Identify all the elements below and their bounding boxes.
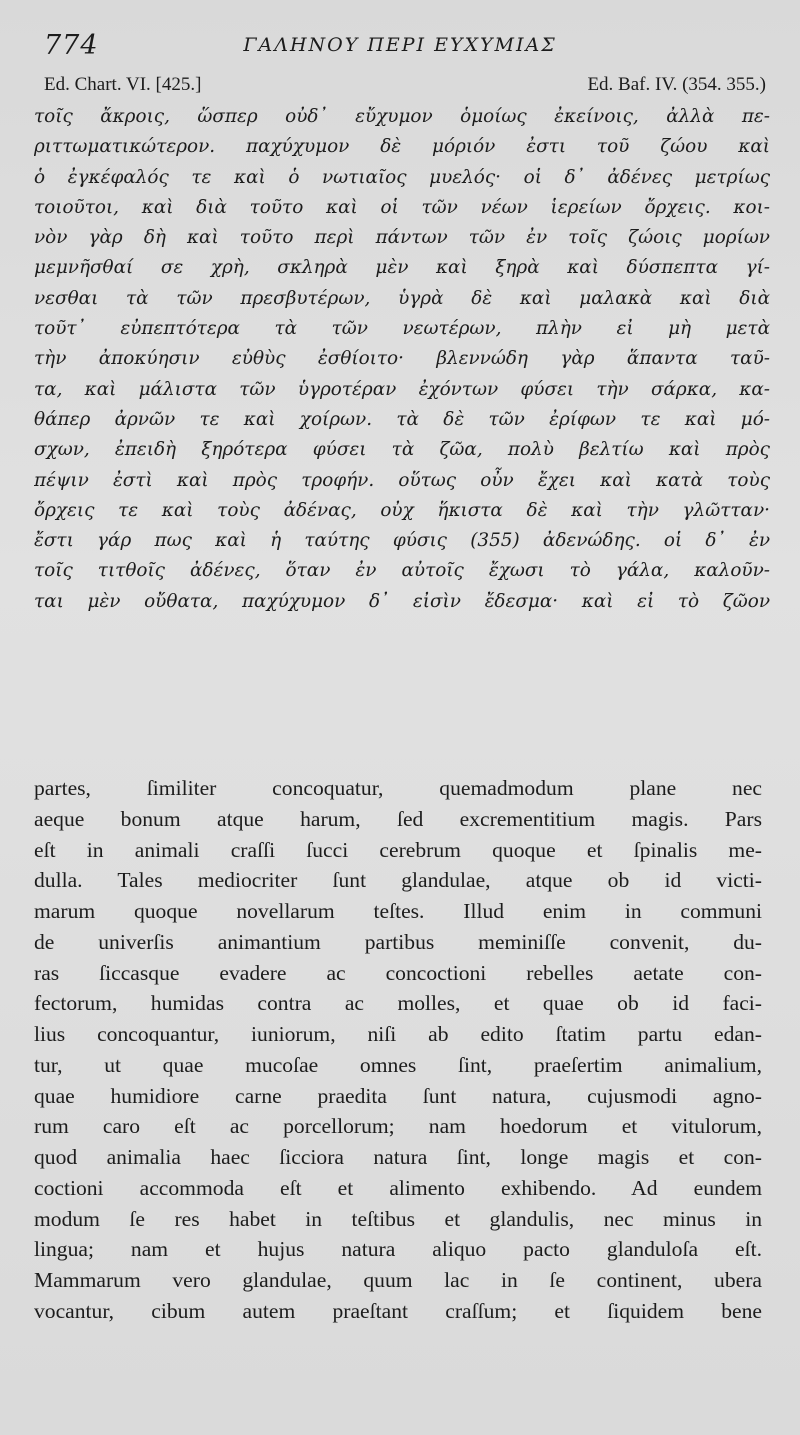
latin-text-line: vocantur, cibum autem praeſtant craſſum; et ſiquidem bene xyxy=(34,1298,762,1323)
greek-text-line: σχων, ἐπειδὴ ξηρότερα φύσει τὰ ζῶα, πολὺ βελτίω καὶ πρὸς xyxy=(34,439,770,461)
greek-text-line: θάπερ ἀρνῶν τε καὶ χοίρων. τὰ δὲ τῶν ἐρίφων τε καὶ μό- xyxy=(34,408,770,430)
greek-text-line: ἔστι γάρ πως καὶ ἡ ταύτης φύσις (355) ἀδενώδης. οἱ δ᾽ ἐν xyxy=(34,530,770,552)
latin-text-line: partes, ſimiliter concoquatur, quemadmodum plane nec xyxy=(34,776,762,800)
greek-text-line: τὴν ἀποκύησιν εὐθὺς ἐσθίοιτο· βλεννώδη γὰρ ἅπαντα ταῦ- xyxy=(34,348,770,370)
latin-text-line: de univerſis animantium partibus meminiſſe convenit, du- xyxy=(34,929,762,954)
latin-text-line: dulla. Tales mediocriter ſunt glandulae, atque ob id victi- xyxy=(34,868,762,893)
show-through-text xyxy=(60,706,760,728)
edition-chartier-ref: Ed. Chart. VI. [425.] xyxy=(44,74,202,95)
greek-text-line: μεμνῆσθαί σε χρὴ, σκληρὰ μὲν καὶ ξηρὰ καὶ δύσπεπτα γί- xyxy=(34,257,770,279)
latin-text-block xyxy=(34,773,762,1327)
latin-text-line: Mammarum vero glandulae, quum lac in ſe continent, ubera xyxy=(34,1268,762,1292)
latin-text-line: quae humidiore carne praedita ſunt natura, cujusmodi agno- xyxy=(34,1083,762,1108)
greek-text-line: τοιοῦτοι, καὶ διὰ τοῦτο καὶ οἱ τῶν νέων ἱερείων ὄρχεις. κοι- xyxy=(34,196,770,218)
edition-basel-ref: Ed. Baf. IV. (354. 355.) xyxy=(587,74,766,95)
latin-text-line: marum quoque novellarum teſtes. Illud enim in communi xyxy=(34,899,762,923)
greek-text-line: ριττωματικώτερον. παχύχυμον δὲ μόριόν ἐστι τοῦ ζώου καὶ xyxy=(34,136,770,158)
running-title: ΓΑΛΗΝΟΥ ΠΕΡΙ ΕΥΧΥΜΙΑΣ xyxy=(243,34,557,56)
latin-text-line: aeque bonum atque harum, ſed excrementitium magis. Pars xyxy=(34,806,762,831)
latin-text-line: lius concoquantur, iuniorum, niſi ab edito ſtatim partu edan- xyxy=(34,1022,762,1046)
page-header xyxy=(30,30,770,70)
greek-text-line: τα, καὶ μάλιστα τῶν ὑγροτέραν ἐχόντων φύσει τὴν σάρκα, κα- xyxy=(34,378,770,400)
greek-text-line: τοῦτ᾽ εὐπεπτότερα τὰ τῶν νεωτέρων, πλὴν εἰ μὴ μετὰ xyxy=(34,318,770,340)
latin-text-line: eſt in animali craſſi ſucci cerebrum quoque et ſpinalis me- xyxy=(34,837,762,862)
page-number: 774 xyxy=(44,30,99,61)
latin-text-line: lingua; nam et hujus natura aliquo pacto glanduloſa eſt. xyxy=(34,1237,762,1262)
greek-text-line: ὁ ἐγκέφαλός τε καὶ ὁ νωτιαῖος μυελός· οἱ δ᾽ ἀδένες μετρίως xyxy=(34,166,770,188)
greek-text-line: πέψιν ἐστὶ καὶ πρὸς τροφήν. οὕτως οὖν ἔχει καὶ κατὰ τοὺς xyxy=(34,469,770,491)
edition-references xyxy=(44,74,766,102)
greek-text-line: τοῖς τιτθοῖς ἀδένες, ὅταν ἐν αὐτοῖς ἔχωσι τὸ γάλα, καλοῦν- xyxy=(34,560,770,582)
latin-text-line: quod animalia haec ſicciora natura ſint, longe magis et con- xyxy=(34,1145,762,1169)
latin-text-line: ras ſiccasque evadere ac concoctioni rebelles aetate con- xyxy=(34,960,762,985)
greek-text-line: νὸν γὰρ δὴ καὶ τοῦτο περὶ πάντων τῶν ἐν τοῖς ζώοις μορίων xyxy=(34,227,770,249)
latin-text-line: coctioni accommoda eſt et alimento exhibendo. Ad eundem xyxy=(34,1175,762,1200)
greek-text-line: ὄρχεις τε καὶ τοὺς ἀδένας, οὐχ ἥκιστα δὲ καὶ τὴν γλῶτταν· xyxy=(34,499,770,521)
greek-text-line: νεσθαι τὰ τῶν πρεσβυτέρων, ὑγρὰ δὲ καὶ μαλακὰ καὶ διὰ xyxy=(34,287,770,309)
greek-text-block xyxy=(34,102,770,617)
latin-text-line: tur, ut quae mucoſae omnes ſint, praeſertim animalium, xyxy=(34,1052,762,1077)
greek-text-line: ται μὲν οὔθατα, παχύχυμον δ᾽ εἰσὶν ἔδεσμα· καὶ εἰ τὸ ζῶον xyxy=(34,590,770,612)
greek-text-line: τοῖς ἄκροις, ὥσπερ οὐδ᾽ εὔχυμον ὁμοίως ἐκείνοις, ἀλλὰ πε- xyxy=(34,106,770,127)
latin-text-line: fectorum, humidas contra ac molles, et quae ob id faci- xyxy=(34,991,762,1016)
latin-text-line: modum ſe res habet in teſtibus et glandulis, nec minus in xyxy=(34,1206,762,1231)
latin-text-line: rum caro eſt ac porcellorum; nam hoedorum et vitulorum, xyxy=(34,1114,762,1139)
